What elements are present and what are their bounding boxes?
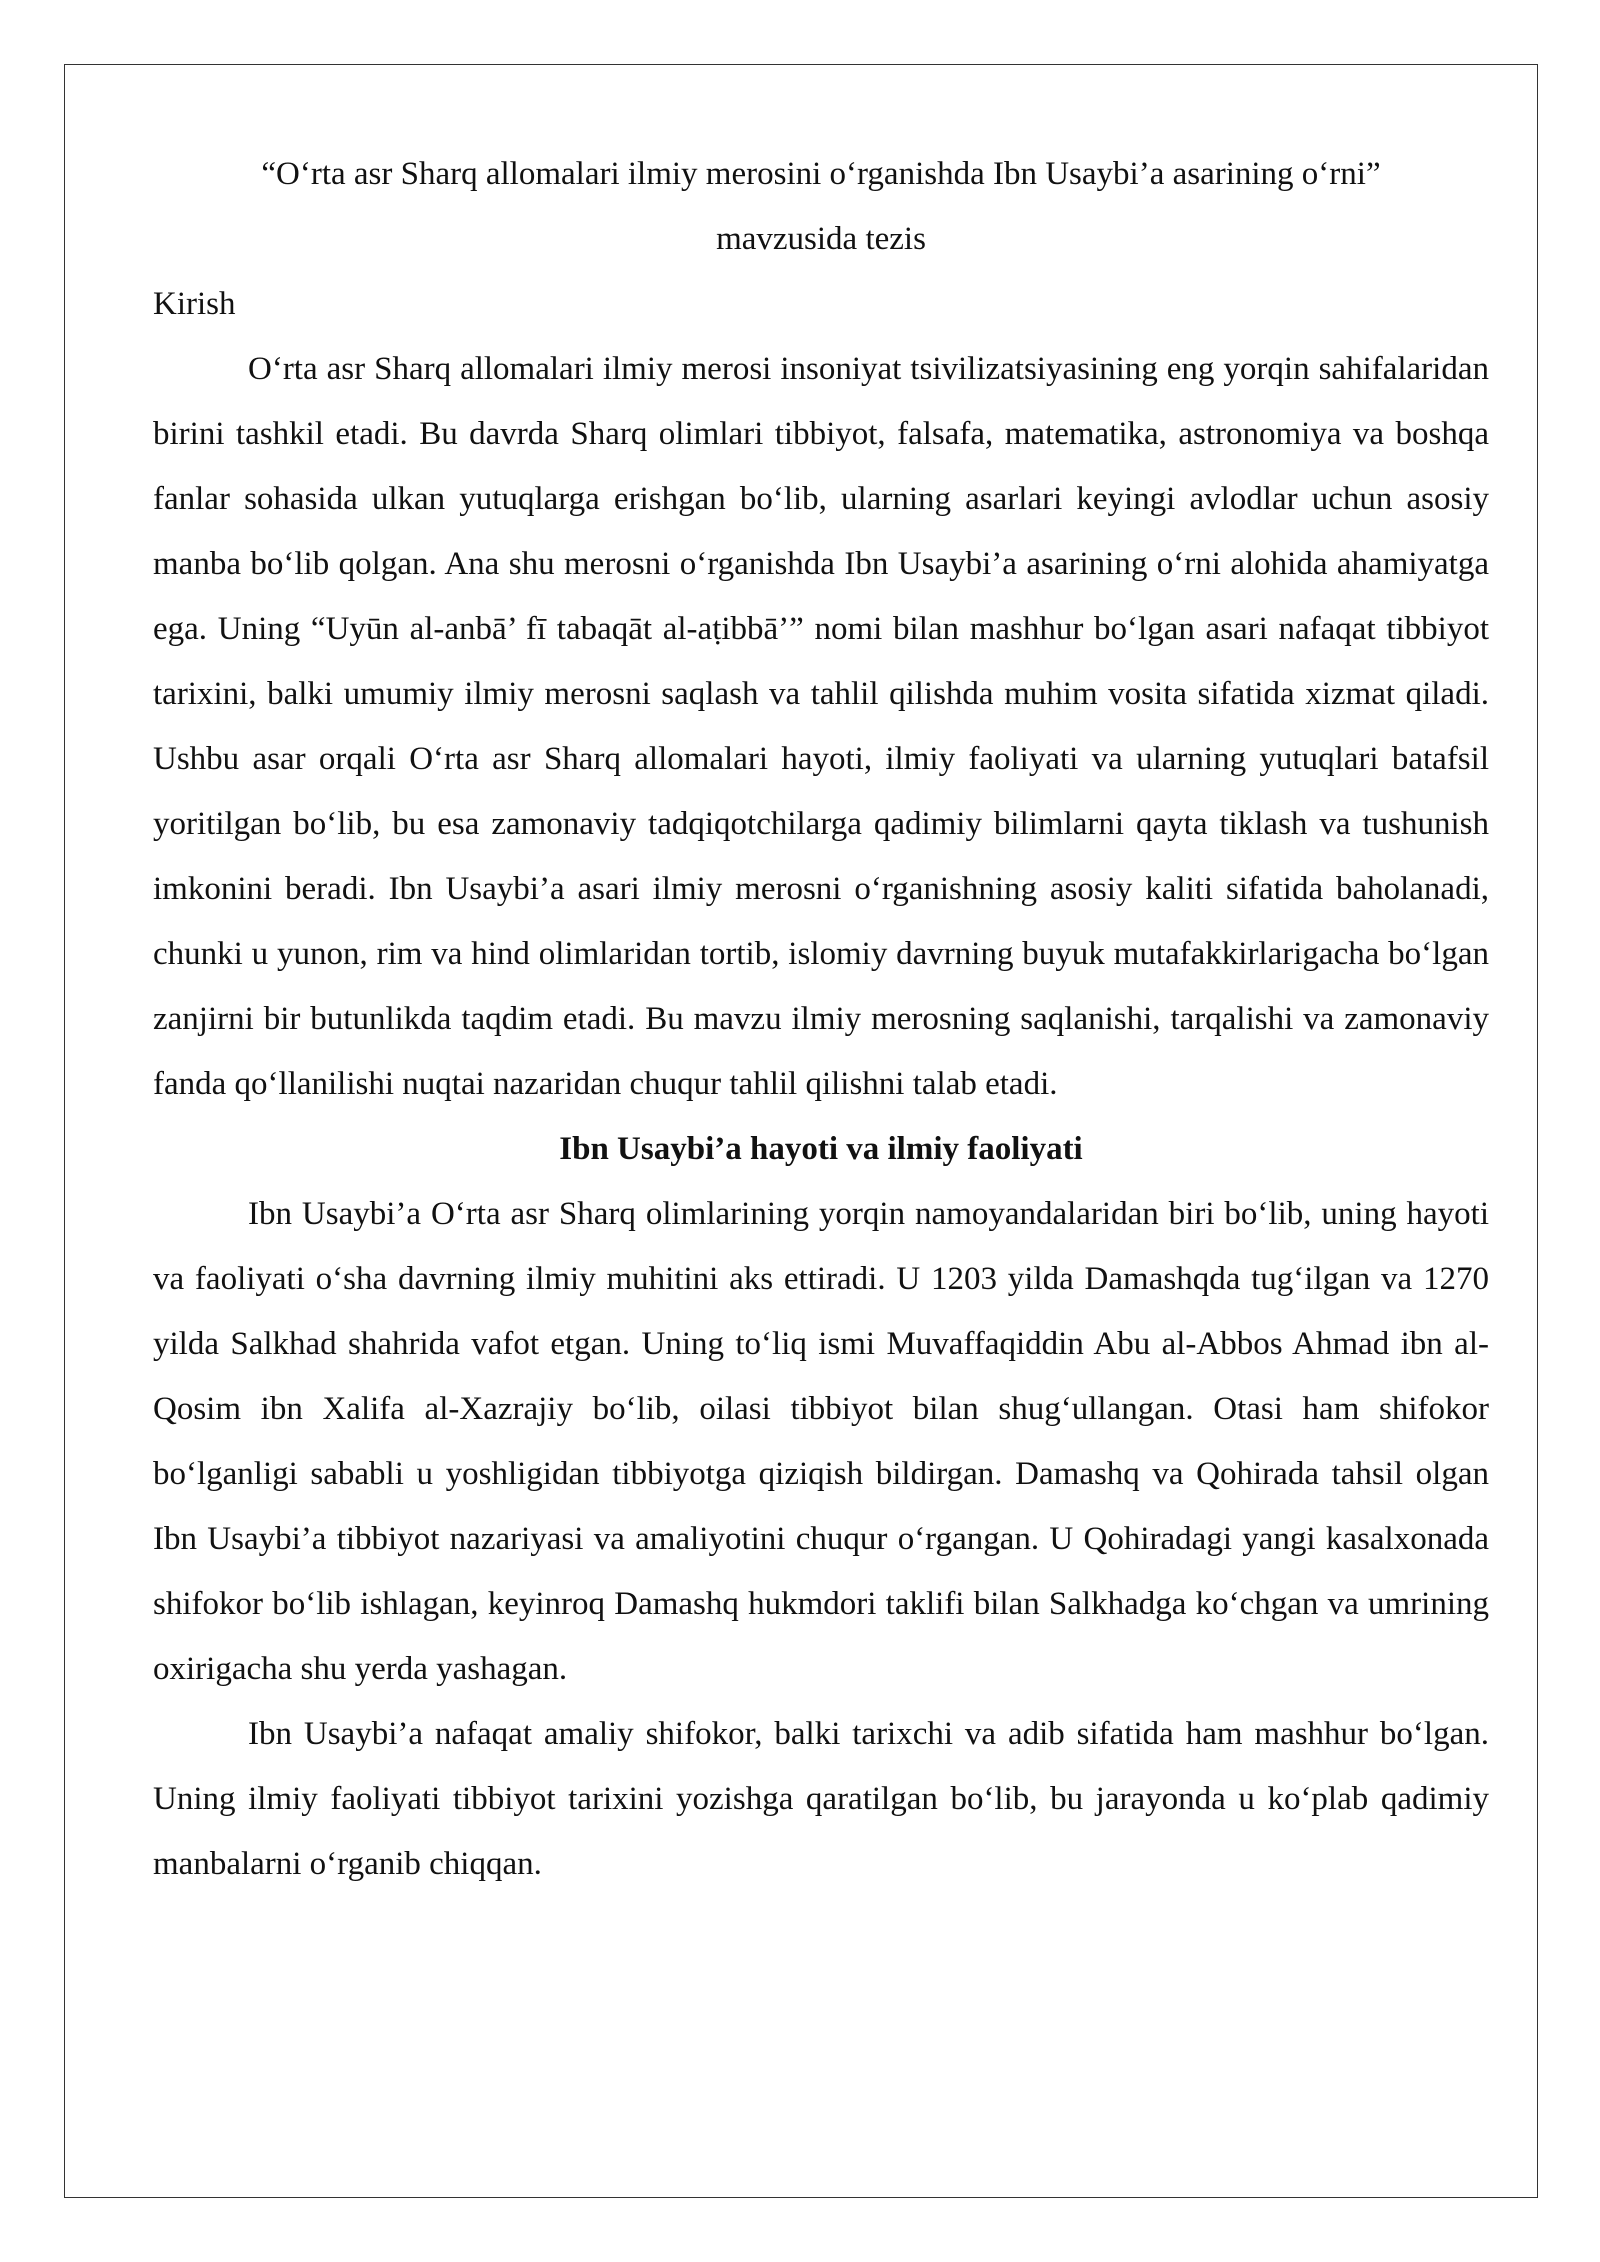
section-paragraph-2: Ibn Usaybi’a nafaqat amaliy shifokor, balki tarixchi va adib sifatida ham mashhur bo‘lgan. Uning ilmiy faoliyati tibbiyot tarixini yozishga qaratilgan bo‘lib, bu jarayonda u ko‘plab qadimiy manbalarni o‘rganib chiqqan.: [153, 1716, 1489, 1882]
intro-heading: Kirish: [153, 286, 236, 322]
section-heading: Ibn Usaybi’a hayoti va ilmiy faoliyati: [559, 1131, 1083, 1167]
section-paragraph-1: Ibn Usaybi’a O‘rta asr Sharq olimlarining yorqin namoyandalaridan biri bo‘lib, uning hayoti va faoliyati o‘sha davrning ilmiy muhitini aks ettiradi. U 1203 yilda Damashqda tug‘ilgan va 1270 yilda Salkhad shahrida vafot etgan. Uning to‘liq ismi Muvaffaqiddin Abu al-Abbos Ahmad ibn al-Qosim ibn Xalifa al-Xazrajiy bo‘lib, oilasi tibbiyot bilan shug‘ullangan. Otasi ham shifokor bo‘lganligi sababli u yoshligidan tibbiyotga qiziqish bildirgan. Damashq va Qohirada tahsil olgan Ibn Usaybi’a tibbiyot nazariyasi va amaliyotini chuqur o‘rgangan. U Qohiradagi yangi kasalxonada shifokor bo‘lib ishlagan, keyinroq Damashq hukmdori taklifi bilan Salkhadga ko‘chgan va umrining oxirigacha shu yerda yashagan.: [153, 1196, 1489, 1687]
intro-paragraph: O‘rta asr Sharq allomalari ilmiy merosi insoniyat tsivilizatsiyasining eng yorqin sahifalaridan birini tashkil etadi. Bu davrda Sharq olimlari tibbiyot, falsafa, matematika, astronomiya va boshqa fanlar sohasida ulkan yutuqlarga erishgan bo‘lib, ularning asarlari keyingi avlodlar uchun asosiy manba bo‘lib qolgan. Ana shu merosni o‘rganishda Ibn Usaybi’a asarining o‘rni alohida ahamiyatga ega. Uning “Uyūn al-anbā’ fī tabaqāt al-aṭibbā’” nomi bilan mashhur bo‘lgan asari nafaqat tibbiyot tarixini, balki umumiy ilmiy merosni saqlash va tahlil qilishda muhim vosita sifatida xizmat qiladi. Ushbu asar orqali O‘rta asr Sharq allomalari hayoti, ilmiy faoliyati va ularning yutuqlari batafsil yoritilgan bo‘lib, bu esa zamonaviy tadqiqotchilarga qadimiy bilimlarni qayta tiklash va tushunish imkonini beradi. Ibn Usaybi’a asari ilmiy merosni o‘rganishning asosiy kaliti sifatida baholanadi, chunki u yunon, rim va hind olimlaridan tortib, islomiy davrning buyuk mutafakkirlarigacha bo‘lgan zanjirni bir butunlikda taqdim etadi. Bu mavzu ilmiy merosning saqlanishi, tarqalishi va zamonaviy fanda qo‘llanilishi nuqtai nazaridan chuqur tahlil qilishni talab etadi.: [153, 351, 1489, 1102]
document-body: [153, 142, 1489, 1897]
document-title: “O‘rta asr Sharq allomalari ilmiy merosini o‘rganishda Ibn Usaybi’a asarining o‘rni” mavzusida tezis: [261, 156, 1381, 257]
